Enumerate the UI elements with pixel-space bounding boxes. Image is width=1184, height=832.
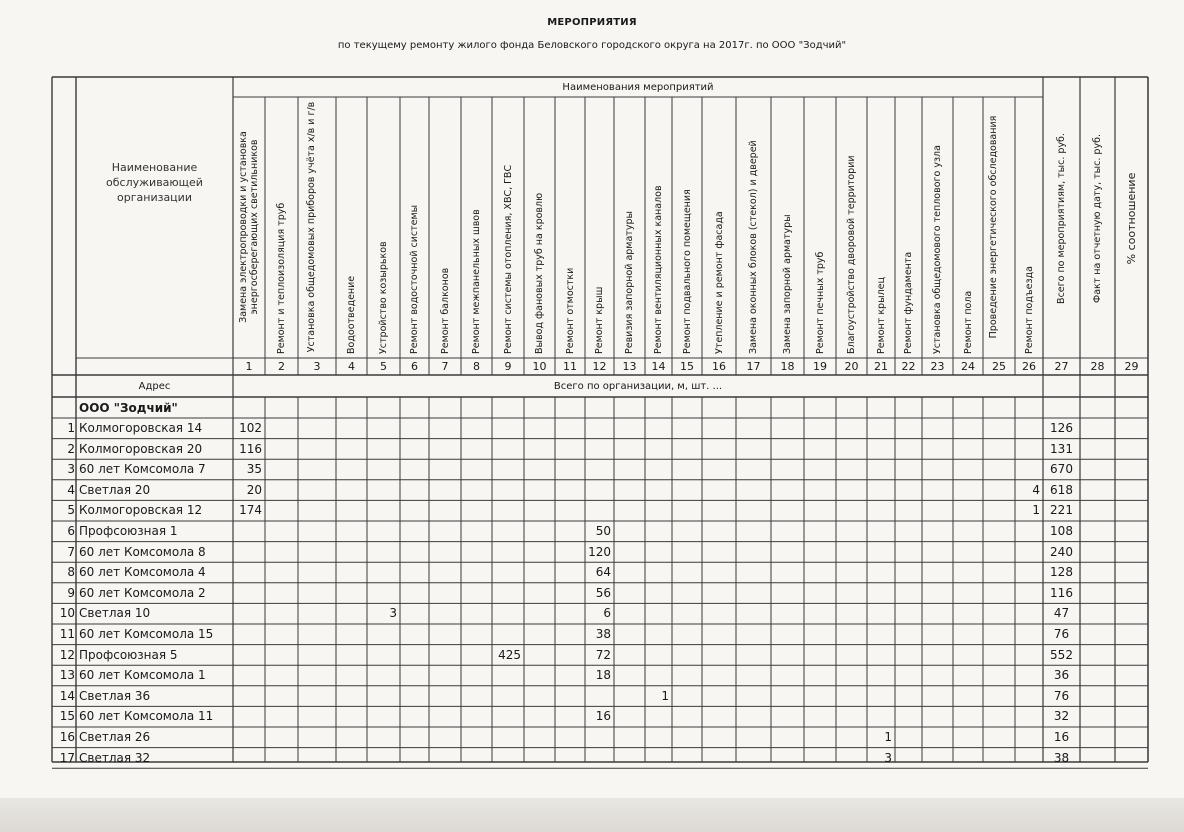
column-number-10: 10 xyxy=(532,360,547,373)
cell-col-12: 120 xyxy=(588,544,611,559)
cell-col-27: 108 xyxy=(1050,524,1073,538)
column-header-28: Факт на отчетную дату, тыс. руб. xyxy=(1092,134,1103,303)
cell-col-1: 20 xyxy=(246,482,262,497)
row-number: 11 xyxy=(59,627,75,641)
cell-col-1: 102 xyxy=(239,421,262,435)
row-number: 6 xyxy=(67,524,75,538)
column-number-4: 4 xyxy=(348,360,355,373)
column-header-27: Всего по мероприятиям, тыс. руб. xyxy=(1056,133,1067,304)
cell-col-1: 116 xyxy=(239,441,262,456)
cell-col-27: 47 xyxy=(1053,606,1070,621)
cell-col-27: 76 xyxy=(1053,688,1070,703)
cell-col-21: 1 xyxy=(884,730,892,744)
row-number: 15 xyxy=(59,709,75,724)
cell-col-26: 4 xyxy=(1032,482,1040,497)
row-address: Колмогоровская 20 xyxy=(79,441,203,456)
cell-col-27: 126 xyxy=(1050,421,1073,435)
column-number-17: 17 xyxy=(746,360,761,373)
row-address: Светлая 20 xyxy=(79,482,151,497)
cell-col-27: 36 xyxy=(1053,668,1070,683)
column-header-26: Ремонт подъезда xyxy=(1023,266,1035,354)
column-number-2: 2 xyxy=(278,360,285,373)
column-header-12: Ремонт крыш xyxy=(594,286,605,354)
column-header-13: Ревизия запорной арматуры xyxy=(624,211,635,354)
organization-column-header: Наименование обслуживающей организации xyxy=(106,161,203,204)
column-header-10: Вывод фановых труб на кровлю xyxy=(534,192,545,354)
activities-group-header: Наименования мероприятий xyxy=(562,81,714,93)
cell-col-5: 3 xyxy=(389,606,397,621)
row-number: 8 xyxy=(67,565,75,580)
column-header-14: Ремонт вентиляционных каналов xyxy=(653,185,664,354)
column-header-7: Ремонт балконов xyxy=(439,267,451,354)
column-header-21: Ремонт крылец xyxy=(875,277,887,354)
column-number-7: 7 xyxy=(441,360,449,373)
row-address: 60 лет Комсомола 8 xyxy=(79,544,206,559)
column-header-8: Ремонт межпанельных швов xyxy=(471,209,482,354)
cell-col-27: 552 xyxy=(1050,647,1073,662)
column-number-19: 19 xyxy=(813,360,827,373)
row-address: Профсоюзная 1 xyxy=(79,524,178,538)
cell-col-21: 3 xyxy=(884,750,892,765)
row-number: 5 xyxy=(67,503,75,518)
column-number-1: 1 xyxy=(245,360,253,373)
column-header-24: Ремонт пола xyxy=(962,290,974,354)
row-address: Светлая 36 xyxy=(79,688,151,703)
column-number-27: 27 xyxy=(1054,360,1069,373)
cell-col-27: 16 xyxy=(1053,730,1070,744)
row-number: 2 xyxy=(67,441,75,456)
cell-col-27: 131 xyxy=(1050,441,1073,456)
cell-col-1: 35 xyxy=(246,462,262,477)
column-number-6: 6 xyxy=(411,360,418,373)
cell-col-27: 32 xyxy=(1053,709,1070,724)
column-header-23: Установка общедомового теплового узла xyxy=(932,145,943,354)
column-header-3: Установка общедомовых приборов учёта х/в и г/в xyxy=(306,101,317,353)
row-number: 3 xyxy=(67,462,75,477)
column-number-14: 14 xyxy=(651,360,666,373)
row-address: 60 лет Комсомола 1 xyxy=(79,668,206,683)
row-address: Профсоюзная 5 xyxy=(79,647,178,662)
column-header-1: Замена электропроводки и установка энергосберегающих светильников xyxy=(238,131,260,323)
column-header-16: Утепление и ремонт фасада xyxy=(713,211,725,354)
row-address: Светлая 32 xyxy=(79,750,151,765)
row-number: 1 xyxy=(67,421,75,435)
cell-col-12: 56 xyxy=(595,585,611,600)
cell-col-27: 240 xyxy=(1050,544,1073,559)
column-header-6: Ремонт водосточной системы xyxy=(409,204,420,354)
column-header-20: Благоустройство дворовой территории xyxy=(846,155,857,354)
row-address: 60 лет Комсомола 2 xyxy=(79,585,206,600)
column-number-23: 23 xyxy=(930,360,945,373)
cell-col-26: 1 xyxy=(1032,503,1040,518)
column-header-15: Ремонт подвального помещения xyxy=(681,189,693,354)
row-address: Светлая 10 xyxy=(79,606,151,621)
column-number-12: 12 xyxy=(592,360,607,373)
column-number-3: 3 xyxy=(313,360,321,373)
row-number: 4 xyxy=(67,482,75,497)
cell-col-27: 76 xyxy=(1053,627,1070,641)
row-address: 60 лет Комсомола 4 xyxy=(79,565,206,580)
column-number-18: 18 xyxy=(780,360,795,373)
cell-col-9: 425 xyxy=(498,647,521,662)
row-address: 60 лет Комсомола 11 xyxy=(79,709,214,724)
row-address: Светлая 26 xyxy=(79,730,151,744)
cell-col-27: 128 xyxy=(1050,565,1073,580)
cell-col-14: 1 xyxy=(661,688,669,703)
column-header-22: Ремонт фундамента xyxy=(903,251,914,354)
cell-col-27: 116 xyxy=(1050,585,1073,600)
column-header-18: Замена запорной арматуры xyxy=(782,214,793,354)
column-number-5: 5 xyxy=(380,360,387,373)
column-number-22: 22 xyxy=(901,360,916,373)
column-number-20: 20 xyxy=(844,360,859,373)
row-number: 9 xyxy=(67,585,75,600)
row-address: 60 лет Комсомола 7 xyxy=(79,462,206,477)
totals-header: Всего по организации, м, шт. ... xyxy=(553,380,723,392)
row-number: 10 xyxy=(59,606,75,621)
column-number-28: 28 xyxy=(1090,360,1105,373)
cell-col-27: 221 xyxy=(1050,503,1073,518)
row-number: 12 xyxy=(59,647,75,662)
organization-name: ООО "Зодчий" xyxy=(79,401,178,415)
column-number-15: 15 xyxy=(680,360,694,373)
row-address: 60 лет Комсомола 15 xyxy=(79,627,214,641)
column-header-19: Ремонт печных труб xyxy=(814,251,826,354)
column-number-16: 16 xyxy=(712,360,726,373)
cell-col-12: 64 xyxy=(595,565,611,580)
document-title: МЕРОПРИЯТИЯ xyxy=(547,17,637,28)
row-number: 16 xyxy=(59,730,75,744)
column-header-9: Ремонт системы отопления, ХВС, ГВС xyxy=(502,164,514,354)
cell-col-12: 72 xyxy=(595,647,611,662)
column-number-21: 21 xyxy=(874,360,888,373)
column-number-24: 24 xyxy=(961,360,975,373)
cell-col-12: 18 xyxy=(595,668,611,683)
cell-col-27: 618 xyxy=(1050,482,1073,497)
column-header-5: Устройство козырьков xyxy=(378,241,389,354)
row-number: 14 xyxy=(59,688,75,703)
column-number-13: 13 xyxy=(622,360,637,373)
cell-col-12: 38 xyxy=(595,627,611,641)
column-header-17: Замена оконных блоков (стекол) и дверей xyxy=(748,140,759,354)
row-number: 17 xyxy=(59,750,75,765)
cell-col-12: 16 xyxy=(595,709,611,724)
column-number-9: 9 xyxy=(504,360,512,373)
column-header-11: Ремонт отмостки xyxy=(564,267,576,354)
row-address: Колмогоровская 14 xyxy=(79,421,203,435)
column-header-4: Водоотведение xyxy=(346,275,357,354)
cell-col-27: 670 xyxy=(1050,462,1073,477)
column-header-2: Ремонт и теплоизоляция труб xyxy=(276,202,287,354)
row-number: 13 xyxy=(59,668,75,683)
cell-col-12: 50 xyxy=(595,524,611,538)
cell-col-27: 38 xyxy=(1053,750,1070,765)
column-number-29: 29 xyxy=(1124,360,1139,373)
row-address: Колмогоровская 12 xyxy=(79,503,203,518)
row-number: 7 xyxy=(67,544,75,559)
column-number-26: 26 xyxy=(1022,360,1036,373)
column-number-8: 8 xyxy=(473,360,480,373)
column-header-29: % соотношение xyxy=(1125,172,1138,265)
cell-col-12: 6 xyxy=(603,606,611,621)
document-subtitle: по текущему ремонту жилого фонда Беловского городского округа на 2017г. по ООО "Зодчий" xyxy=(337,40,847,51)
column-number-25: 25 xyxy=(992,360,1006,373)
cell-col-1: 174 xyxy=(239,503,262,518)
column-number-11: 11 xyxy=(563,360,577,373)
address-header: Адрес xyxy=(138,380,171,392)
column-header-25: Проведение энергетического обследования xyxy=(988,115,999,339)
